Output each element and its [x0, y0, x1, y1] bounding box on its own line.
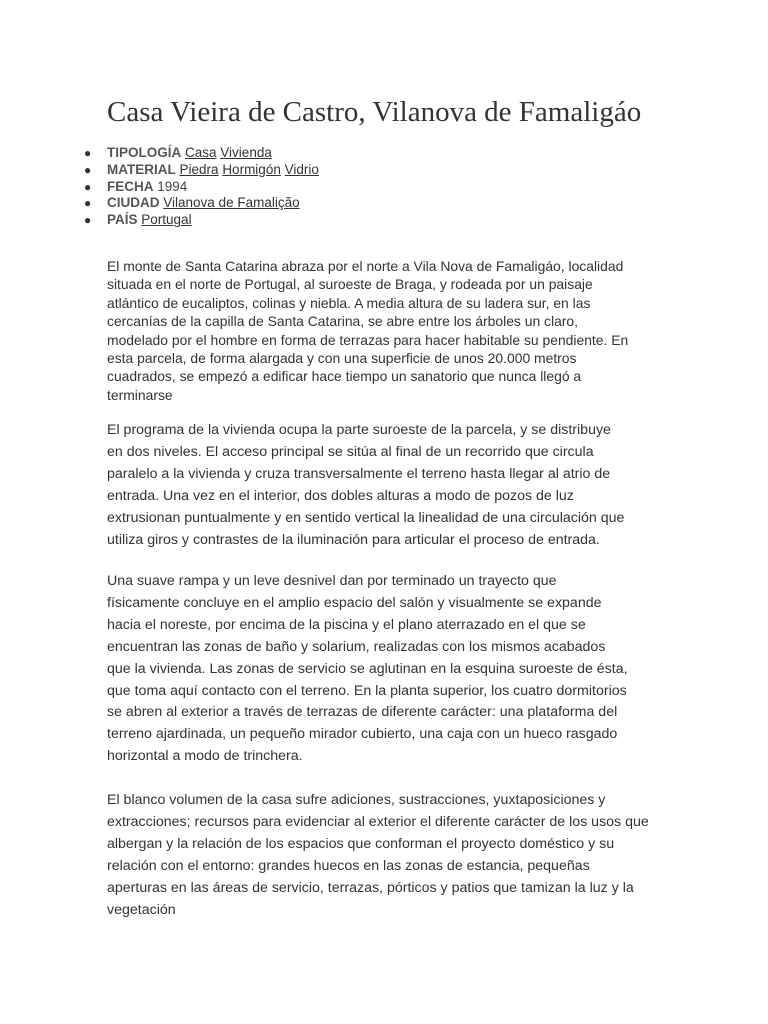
- paragraph-line: El blanco volumen de la casa sufre adiciones, sustracciones, yuxtaposiciones y: [107, 792, 606, 808]
- bullet-icon: ●: [84, 213, 92, 228]
- metadata-value: 1994: [157, 178, 188, 194]
- body-paragraph: [107, 257, 628, 404]
- paragraph-line: horizontal a modo de trinchera.: [107, 748, 303, 765]
- body-paragraph: [107, 419, 624, 551]
- paragraph-line: cuadrados, se empezó a edificar hace tiempo un sanatorio que nunca llegó a: [107, 368, 582, 385]
- paragraph-line: físicamente concluye en el amplio espacio del salón y visualmente se expande: [107, 594, 602, 611]
- bullet-icon: ●: [84, 179, 92, 194]
- paragraph-line: se abren al exterior a través de terrazas de diferente carácter: una plataforma del: [107, 704, 618, 721]
- body-paragraph: [107, 571, 628, 768]
- paragraph-line: terminarse: [107, 386, 173, 403]
- paragraph-line: El monte de Santa Catarina abraza por el norte a Vila Nova de Famaligáo, localidad: [107, 258, 624, 274]
- paragraph-line: Una suave rampa y un leve desnivel dan por terminado un trayecto que: [107, 573, 557, 589]
- paragraph-line: albergan y la relación de los espacios que conforman el proyecto doméstico y su: [107, 836, 615, 852]
- tag-link-piedra[interactable]: Piedra: [179, 161, 219, 177]
- metadata-label: MATERIAL: [107, 161, 176, 177]
- tag-link-hormigon[interactable]: Hormigón: [222, 161, 281, 177]
- paragraph-line: relación con el entorno: grandes huecos en las zonas de estancia, pequeñas: [107, 858, 590, 874]
- metadata-label: CIUDAD: [107, 195, 160, 211]
- page-title: Casa Vieira de Castro, Vilanova de Famaligáo: [107, 96, 642, 128]
- metadata-item-tipologia: [0, 145, 768, 162]
- bullet-icon: ●: [84, 162, 92, 177]
- tag-link-vidrio[interactable]: Vidrio: [284, 161, 319, 177]
- tag-link-portugal[interactable]: Portugal: [141, 212, 192, 228]
- paragraph-line: entrada. Una vez en el interior, dos dobles alturas a modo de pozos de luz: [107, 488, 574, 504]
- paragraph-line: utiliza giros y contrastes de la iluminación para articular el proceso de entrada.: [107, 532, 600, 548]
- metadata-item-pais: [0, 212, 768, 229]
- metadata-list: [0, 145, 768, 229]
- metadata-label: TIPOLOGÍA: [107, 145, 182, 160]
- paragraph-line: que la vivienda. Las zonas de servicio se aglutinan en la esquina suroeste de ésta,: [107, 660, 628, 677]
- paragraph-line: paralelo a la vivienda y cruza transversalmente el terreno hasta llegar al atrio de: [107, 466, 611, 482]
- tag-link-casa[interactable]: Casa: [185, 145, 217, 160]
- bullet-icon: ●: [84, 146, 92, 160]
- tag-link-ciudad[interactable]: Vilanova de Famalição: [163, 195, 300, 211]
- paragraph-line: en dos niveles. El acceso principal se sitúa al final de un recorrido que circula: [107, 444, 594, 460]
- paragraph-line: encuentran las zonas de baño y solarium, realizadas con los mismos acabados: [107, 638, 606, 655]
- paragraph-line: cercanías de la capilla de Santa Catarina, se abre entre los árboles un claro,: [107, 313, 579, 330]
- body-paragraph: [107, 789, 649, 921]
- metadata-item-fecha: [0, 179, 768, 196]
- paragraph-line: extrusionan puntualmente y en sentido vertical la linealidad de una circulación que: [107, 510, 625, 526]
- metadata-item-ciudad: [0, 195, 768, 212]
- paragraph-line: atlántico de eucaliptos, colinas y niebla. A media altura de su ladera sur, en las: [107, 294, 591, 311]
- paragraph-line: que toma aquí contacto con el terreno. En la planta superior, los cuatro dormitorios: [107, 682, 627, 699]
- paragraph-line: hacia el noreste, por encima de la piscina y el plano aterrazado en el que se: [107, 616, 586, 633]
- metadata-label: PAÍS: [107, 212, 138, 228]
- tag-link-vivienda[interactable]: Vivienda: [220, 145, 272, 160]
- paragraph-line: extracciones; recursos para evidenciar al exterior el diferente carácter de los usos que: [107, 814, 649, 830]
- paragraph-line: esta parcela, de forma alargada y con una superficie de unos 20.000 metros: [107, 350, 577, 367]
- paragraph-line: modelado por el hombre en forma de terrazas para hacer habitable su pendiente. En: [107, 331, 629, 348]
- metadata-item-material: [0, 162, 768, 179]
- metadata-label: FECHA: [107, 178, 154, 194]
- paragraph-line: terreno ajardinada, un pequeño mirador cubierto, una caja con un hueco rasgado: [107, 726, 618, 743]
- paragraph-line: situada en el norte de Portugal, al suroeste de Braga, y rodeada por un paisaje: [107, 276, 593, 293]
- paragraph-line: aperturas en las áreas de servicio, terrazas, pórticos y patios que tamizan la luz y la: [107, 880, 634, 896]
- bullet-icon: ●: [84, 196, 92, 211]
- paragraph-line: El programa de la vivienda ocupa la parte suroeste de la parcela, y se distribuye: [107, 422, 611, 438]
- paragraph-line: vegetación: [107, 902, 176, 918]
